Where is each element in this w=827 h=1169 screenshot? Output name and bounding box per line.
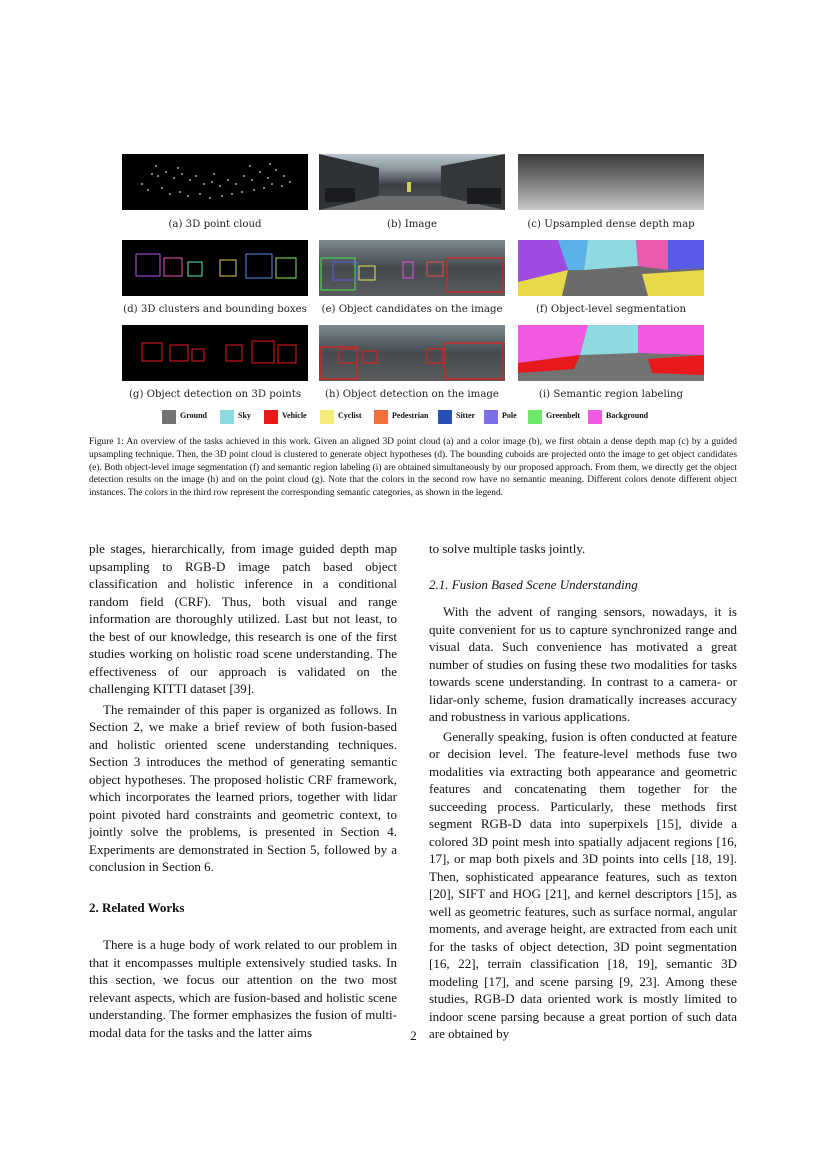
detection-3d-boxes: [122, 325, 308, 381]
caption-i: (i) Semantic region labeling: [538, 389, 684, 400]
caption-b: (b) Image: [386, 219, 438, 230]
caption-h: (h) Object detection on the image: [325, 389, 499, 400]
legend-swatch: [162, 410, 176, 424]
legend-label: Ground: [180, 411, 207, 420]
point-cloud-image: [122, 154, 308, 210]
caption-d: (d) 3D clusters and bounding boxes: [123, 304, 307, 315]
right-column: [429, 540, 737, 1043]
legend-label: Cyclist: [338, 411, 362, 420]
detection-3d-image: [122, 325, 308, 381]
legend-swatch: [588, 410, 602, 424]
legend-swatch: [438, 410, 452, 424]
figure-caption: Figure 1: An overview of the tasks achieved in this work. Given an aligned 3D point cloud (a) and a color image (b), we first obtain a dense depth map (c) by a guided upsampling technique. Then, the 3D point cloud is clustered to generate object hypotheses (d). The bounding cuboids are projected onto the image to get object candidates (e). Both object-level image segmentation (f) and semantic region labeling (i) are obtained simultaneously by our proposed approach. From them, we directly get the object detection results on the image (h) and on the point cloud (g). Note that the colors in the second row have no semantic meaning. Different colors denote different object instances. The colors in the third row represent the corresponding semantic categories, as shown in the legend.: [89, 437, 737, 499]
legend-swatch: [528, 410, 542, 424]
paragraph: The remainder of this paper is organized as follows. In Section 2, we make a brief review of both fusion-based and holistic oriented scene understanding techniques. Section 3 introduces the method of generating semantic object hypotheses. The proposed holistic CRF framework, which incorporates the learned priors, together with lidar point pivoted hard constraints and geometric context, to jointly solve the problems, is presented in Section 4. Experiments are demonstrated in Section 5, followed by a conclusion in Section 6.: [89, 701, 397, 874]
caption-f: (f) Object-level segmentation: [535, 304, 687, 315]
point-cloud-dots: [122, 154, 308, 210]
segmentation-regions: [518, 240, 704, 296]
section-heading: 2. Related Works: [89, 899, 185, 915]
caption-e: (e) Object candidates on the image: [321, 304, 503, 315]
paragraph: ple stages, hierarchically, from image guided depth map upsampling to RGB-D image patch based object classification and holistic inference in a conditional random field (CRF). Thus, both visual and range information are thoroughly utilized. Last but not least, to the best of our knowledge, this research is one of the first studies working on holistic road scene understanding. The effectiveness of our approach is validated on the challenging KITTI dataset [39].: [89, 541, 397, 696]
semantic-regions: [518, 325, 704, 381]
caption-a: (a) 3D point cloud: [168, 219, 262, 230]
legend-swatch: [320, 410, 334, 424]
paragraph: to solve multiple tasks jointly.: [429, 541, 586, 556]
paragraph: There is a huge body of work related to our problem in that it encompasses multiple extensively studied tasks. In this section, we focus our attention on the two most relevant aspects, which are fusion-based and holistic scene understanding. The former emphasizes the fusion of multi-modal data for the tasks and the latter aims: [89, 937, 397, 1040]
candidates-image: [319, 240, 505, 296]
detection-boxes: [319, 325, 505, 381]
caption-c: (c) Upsampled dense depth map: [527, 219, 695, 230]
page-number: 2: [410, 1028, 417, 1043]
clusters-image: [122, 240, 308, 296]
legend-swatch: [220, 410, 234, 424]
legend-swatch: [264, 410, 278, 424]
legend-label: Pole: [502, 411, 517, 420]
candidate-boxes: [319, 240, 505, 296]
legend-label: Background: [606, 411, 649, 420]
legend-label: Sky: [238, 411, 251, 420]
legend-swatch: [484, 410, 498, 424]
figure-1: [0, 0, 827, 499]
legend-swatch: [374, 410, 388, 424]
depth-map-image: [518, 154, 704, 210]
semantic-labeling-image: [518, 325, 704, 381]
legend-label: Sitter: [456, 411, 476, 420]
legend-label: Pedestrian: [392, 411, 429, 420]
street-scene: [319, 154, 505, 210]
legend-label: Vehicle: [282, 411, 307, 420]
subsection-heading: 2.1. Fusion Based Scene Understanding: [429, 576, 638, 592]
caption-g: (g) Object detection on 3D points: [128, 389, 302, 400]
cluster-boxes: [122, 240, 308, 296]
paragraph: With the advent of ranging sensors, nowadays, it is quite convenient for us to capture synchronized range and visual data. Such convenience has motivated a great number of studies on fusing these two modalities for tasks towards scene understanding. In contrast to a camera- or lidar-only scheme, fusion dramatically increases accuracy and robustness in various applications.: [429, 604, 737, 724]
segmentation-image: [518, 240, 704, 296]
legend-label: Greenbelt: [546, 411, 581, 420]
paragraph: Generally speaking, fusion is often conducted at feature or decision level. The feature-level methods fuse two modalities via extracting both appearance and geometric features and concatenating them together for the succeeding process. Particularly, these methods first segment RGB-D data into superpixels [15], divide a colored 3D point mesh into spatially adjacent regions [16, 17], or map both pixels and 3D points into cells [18, 19]. Then, sophisticated appearance features, such as texton [20], SIFT and HOG [21], and kernel descriptors [15], as well as geometric features, such as surface normal, angular moments, and average height, are extracted from each unit for the tasks of object detection, 3D point segmentation [16, 22], terrain classification [18, 19], semantic 3D modeling [17], and scene parsing [9, 23]. Among these studies, RGB-D data oriented work is mostly limited to indoor scene parsing because a great portion of such data are obtained by: [429, 728, 737, 1041]
street-image: [319, 154, 505, 210]
left-column: [89, 540, 397, 1041]
detection-image: [319, 325, 505, 381]
